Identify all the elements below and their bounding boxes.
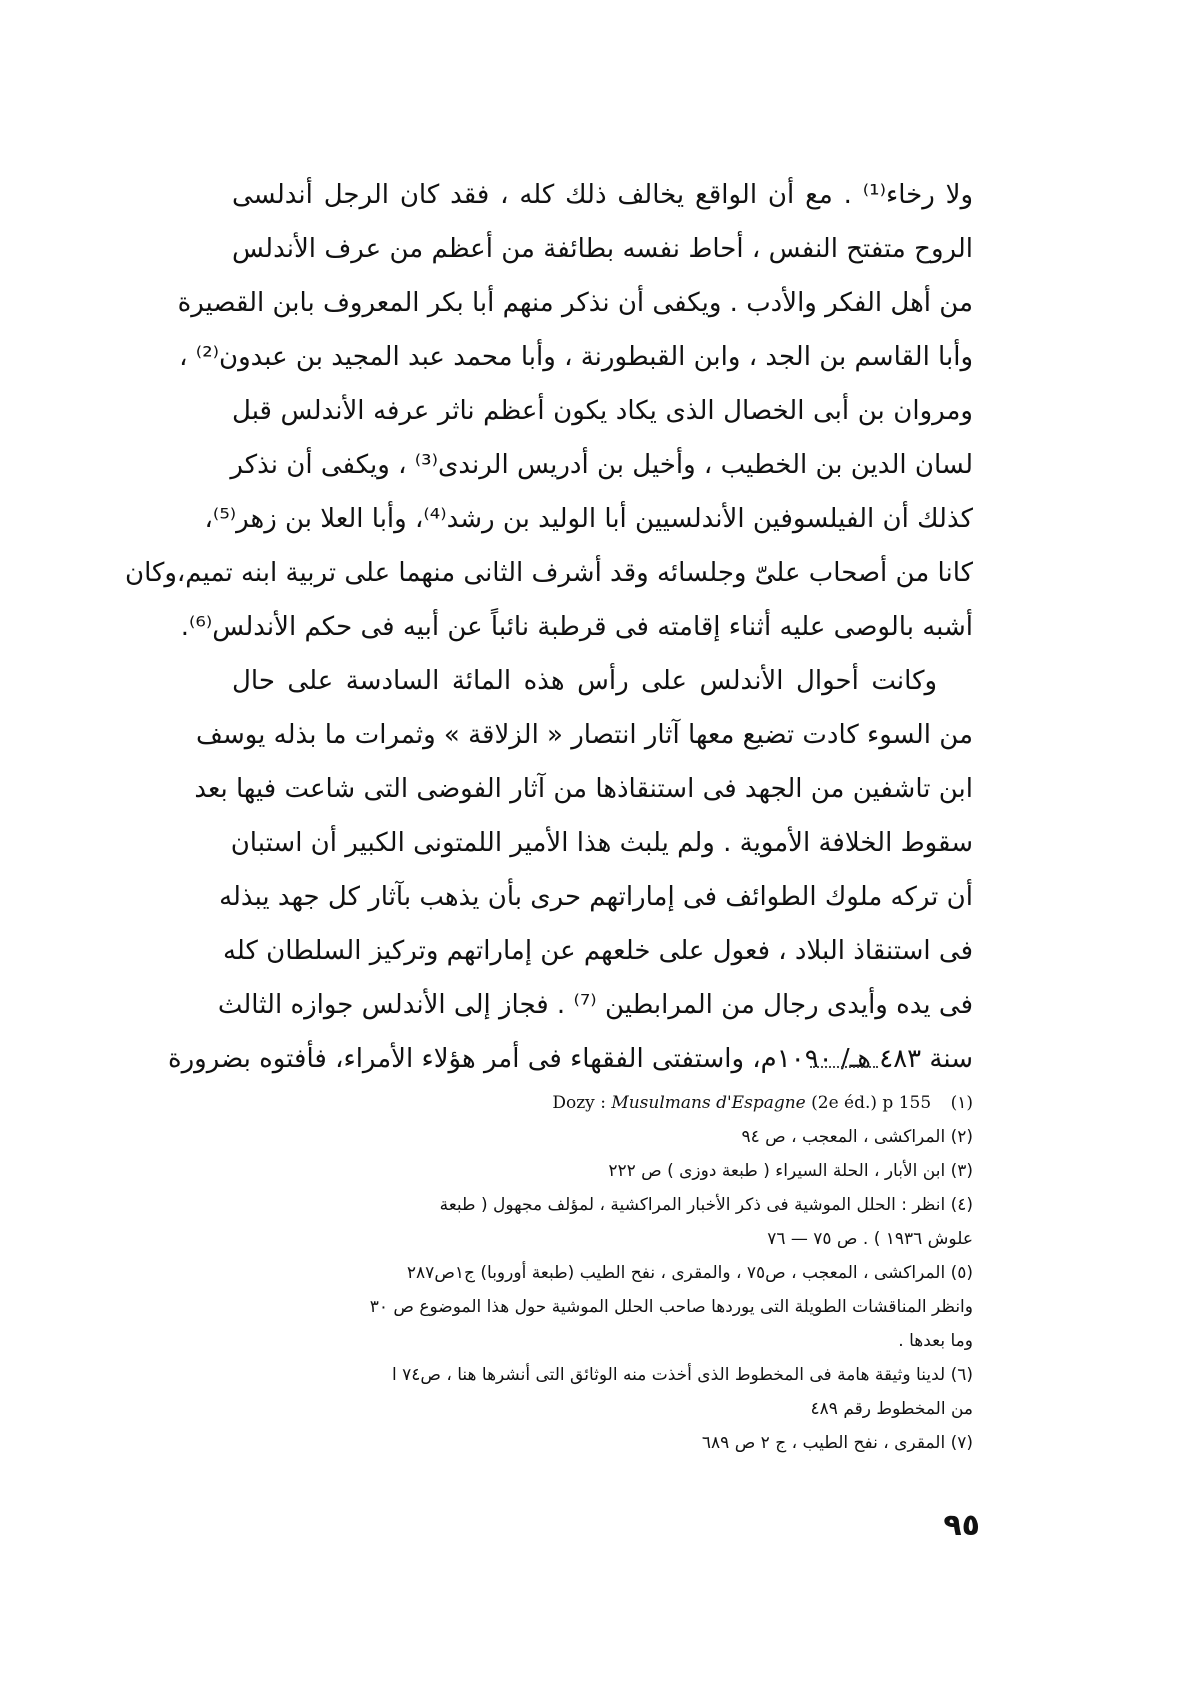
footnote-5-continuation: وانظر المناقشات الطويلة التى يوردها صاحب الحلل الموشية حول هذا الموضوع ص ٣٠ [369,1297,973,1317]
text-line: ابن تاشفين من الجهد فى استنقاذها من آثار الفوضى التى شاعت فيها بعد [194,774,973,804]
footnote-1 [232,1086,973,1120]
paragraph-start-line: وكانت أحوال الأندلس على رأس هذه المائة السادسة على حال [232,666,937,696]
footnote-4-continuation: علوش ١٩٣٦ ) . ص ٧٥ — ٧٦ [767,1229,973,1249]
text-line: الروح متفتح النفس ، أحاط نفسه بطائفة من أعظم من عرف الأندلس [232,234,973,264]
text-line: ولا رخاء⁽¹⁾ . مع أن الواقع يخالف ذلك كله ، فقد كان الرجل أندلسى [232,180,973,210]
footnote-6: (٦) لدينا وثيقة هامة فى المخطوط الذى أخذت منه الوثائق التى أنشرها هنا ، ص٧٤ ا [391,1365,973,1385]
text-line: وأبا القاسم بن الجد ، وابن القبطورنة ، وأبا محمد عبد المجيد بن عبدون⁽²⁾ ، [179,342,973,372]
text-line: من أهل الفكر والأدب . ويكفى أن نذكر منهم أبا بكر المعروف بابن القصيرة [177,288,973,318]
footnote-2: (٢) المراكشى ، المعجب ، ص ٩٤ [741,1127,973,1147]
footnote-6-continuation: من المخطوط رقم ٤٨٩ [810,1399,973,1419]
page-number: ٩٥ [943,1508,980,1543]
text-line: كانا من أصحاب علىّ وجلسائه وقد أشرف الثانى منهما على تربية ابنه تميم،وكان [124,558,973,588]
text-line: أن تركه ملوك الطوائف فى إماراتهم حرى بأن يذهب بآثار كل جهد يبذله [219,882,973,912]
footnotes-block [232,1086,973,1460]
text-line: فى استنقاذ البلاد ، فعول على خلعهم عن إماراتهم وتركيز السلطان كله [222,936,973,966]
footnote-3: (٣) ابن الأبار ، الحلة السيراء ( طبعة دوزى ) ص ٢٢٢ [608,1161,973,1181]
text-line: سنة ٤٨٣ هـ/ ١٠٩٠م، واستفتى الفقهاء فى أمر هؤلاء الأمراء، فأفتوه بضرورة [168,1044,973,1074]
footnote-1-edition: (2e éd.) p 155 [811,1093,932,1113]
footnote-4: (٤) انظر : الحلل الموشية فى ذكر الأخبار المراكشية ، لمؤلف مجهول ( طبعة [439,1195,973,1215]
footnote-5: (٥) المراكشى ، المعجب ، ص٧٥ ، والمقرى ، نفح الطيب (طبعة أوروبا) ج١ص٢٨٧ [406,1263,973,1283]
footnote-1-author: Dozy : [552,1093,606,1113]
text-line: كذلك أن الفيلسوفين الأندلسيين أبا الوليد بن رشد⁽⁴⁾، وأبا العلا بن زهر⁽⁵⁾، [204,504,973,534]
footnote-1-number: (١) [950,1093,973,1113]
footnote-separator [810,1066,878,1068]
footnote-1-title: Musulmans d'Espagne [611,1093,806,1113]
footnote-5-continuation: وما بعدها . [898,1331,973,1351]
text-line: سقوط الخلافة الأموية . ولم يلبث هذا الأمير اللمتونى الكبير أن استبان [230,828,973,858]
text-line: ومروان بن أبى الخصال الذى يكاد يكون أعظم ناثر عرفه الأندلس قبل [232,396,973,426]
text-line: أشبه بالوصى عليه أثناء إقامته فى قرطبة نائباً عن أبيه فى حكم الأندلس⁽⁶⁾. [180,612,973,642]
footnote-7: (٧) المقرى ، نفح الطيب ، ج ٢ ص ٦٨٩ [701,1433,973,1453]
main-text-block [124,168,973,1086]
text-line: لسان الدين بن الخطيب ، وأخيل بن أدريس الرندى⁽³⁾ ، ويكفى أن نذكر [230,450,973,480]
footnote-1-citation [552,1093,936,1113]
text-line: فى يده وأيدى رجال من المرابطين ⁽⁷⁾ . فجاز إلى الأندلس جوازه الثالث [217,990,973,1020]
text-line: من السوء كادت تضيع معها آثار انتصار « الزلاقة » وثمرات ما بذله يوسف [196,720,973,750]
